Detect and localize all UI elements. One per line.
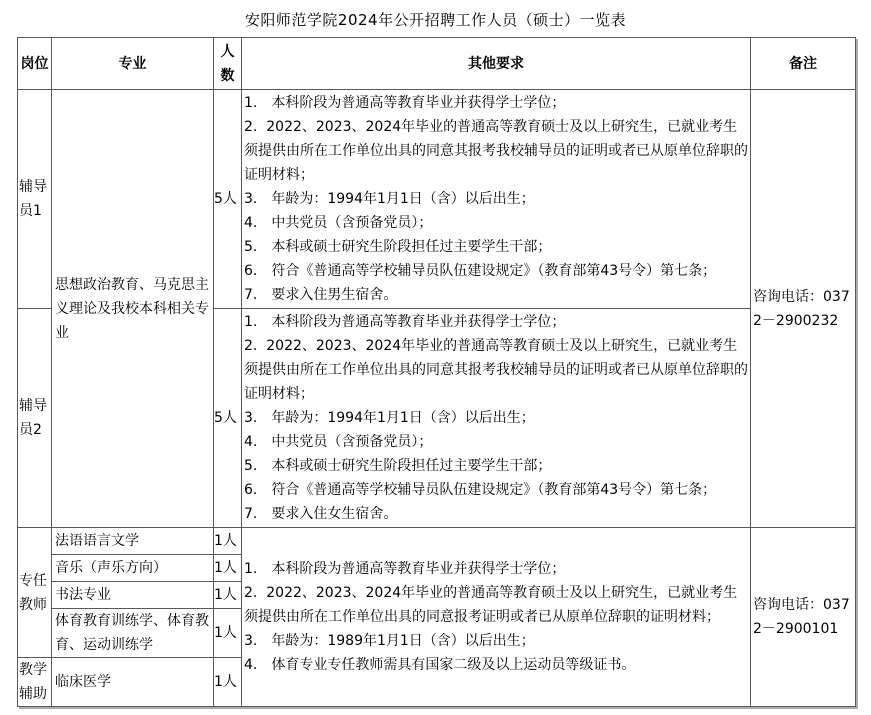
table-row-teacher-french <box>18 528 856 555</box>
requirement-item: 2. 2022、2023、2024年毕业的普通高等教育硕士及以上研究生，已就业考生须提供由所在工作单位出具的同意报考证明或者已从原单位辞职的证明材料； <box>244 585 738 625</box>
cell-count-calligraphy: 1人 <box>214 582 242 609</box>
cell-count-french: 1人 <box>214 528 242 555</box>
requirement-item: 1. 本科阶段为普通高等教育毕业并获得学士学位； <box>244 95 566 111</box>
cell-position-assistant: 教学辅助 <box>18 658 52 707</box>
cell-major-calligraphy: 书法专业 <box>52 582 214 609</box>
header-requirements: 其他要求 <box>242 38 751 90</box>
header-major: 专业 <box>52 38 214 90</box>
cell-major-clinical: 临床医学 <box>52 658 214 707</box>
cell-requirements-counselor1 <box>242 90 751 309</box>
recruitment-table <box>17 37 856 707</box>
header-count: 人数 <box>214 38 242 90</box>
cell-position-teacher: 专任教师 <box>18 528 52 658</box>
requirement-item: 3. 年龄为：1994年1月1日（含）以后出生； <box>244 191 535 207</box>
requirement-item: 4. 体育专业专任教师需具有国家二级及以上运动员等级证书。 <box>244 657 636 673</box>
cell-remark-counselor: 咨询电话：0372－2900232 <box>751 90 856 528</box>
requirement-item: 6. 符合《普通高等学校辅导员队伍建设规定》（教育部第43号令）第七条； <box>244 263 717 279</box>
cell-requirements-counselor2 <box>242 309 751 528</box>
requirement-item: 6. 符合《普通高等学校辅导员队伍建设规定》（教育部第43号令）第七条； <box>244 482 717 498</box>
requirement-item: 5. 本科或硕士研究生阶段担任过主要学生干部； <box>244 239 552 255</box>
header-remarks: 备注 <box>751 38 856 90</box>
cell-count-counselor1: 5人 <box>214 90 242 309</box>
requirement-item: 1. 本科阶段为普通高等教育毕业并获得学士学位； <box>244 561 566 577</box>
requirement-item: 1. 本科阶段为普通高等教育毕业并获得学士学位； <box>244 314 566 330</box>
cell-major-music: 音乐（声乐方向） <box>52 555 214 582</box>
requirement-item: 5. 本科或硕士研究生阶段担任过主要学生干部； <box>244 458 552 474</box>
requirement-item: 7. 要求入住男生宿舍。 <box>244 287 398 303</box>
cell-count-sports: 1人 <box>214 609 242 658</box>
cell-position-counselor1: 辅导员1 <box>18 90 52 309</box>
requirement-item: 4. 中共党员（含预备党员）； <box>244 215 433 231</box>
requirement-item: 7. 要求入住女生宿舍。 <box>244 506 398 522</box>
header-position: 岗位 <box>18 38 52 90</box>
cell-position-counselor2: 辅导员2 <box>18 309 52 528</box>
cell-count-counselor2: 5人 <box>214 309 242 528</box>
table-header-row <box>18 38 856 90</box>
cell-requirements-teacher <box>242 528 751 707</box>
cell-major-french: 法语语言文学 <box>52 528 214 555</box>
requirement-item: 2. 2022、2023、2024年毕业的普通高等教育硕士及以上研究生，已就业考生须提供由所在工作单位出具的同意其报考我校辅导员的证明或者已从原单位辞职的证明材料； <box>244 119 748 183</box>
cell-remark-teacher: 咨询电话：0372－2900101 <box>751 528 856 707</box>
page-title: 安阳师范学院2024年公开招聘工作人员（硕士）一览表 <box>244 11 627 29</box>
requirement-item: 2. 2022、2023、2024年毕业的普通高等教育硕士及以上研究生，已就业考生须提供由所在工作单位出具的同意其报考我校辅导员的证明或者已从原单位辞职的证明材料； <box>244 338 748 402</box>
requirement-item: 3. 年龄为：1989年1月1日（含）以后出生； <box>244 633 535 649</box>
requirement-item: 3. 年龄为：1994年1月1日（含）以后出生； <box>244 410 535 426</box>
cell-major-sports: 体育教育训练学、体育教育、运动训练学 <box>52 609 214 658</box>
cell-count-clinical: 1人 <box>214 658 242 707</box>
cell-count-music: 1人 <box>214 555 242 582</box>
table-row-counselor1 <box>18 90 856 309</box>
cell-major-counselor: 思想政治教育、马克思主义理论及我校本科相关专业 <box>52 90 214 528</box>
requirement-item: 4. 中共党员（含预备党员）； <box>244 434 433 450</box>
